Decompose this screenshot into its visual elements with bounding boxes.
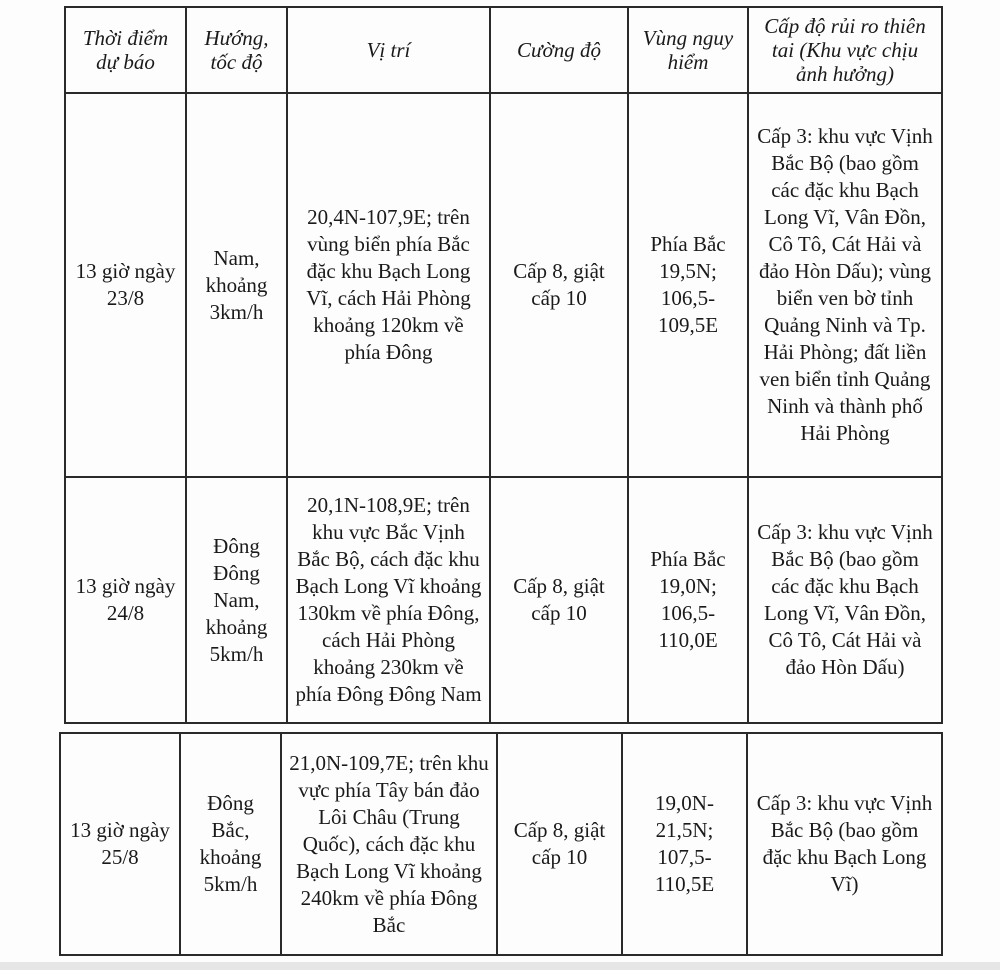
cell-risk-level: Cấp 3: khu vực Vịnh Bắc Bộ (bao gồm các đặc khu Bạch Long Vĩ, Vân Đồn, Cô Tô, Cát Hải và đảo Hòn Dấu); vùng biển ven bờ tỉnh Quảng Ninh và Tp. Hải Phòng; đất liền ven biển tỉnh Quảng Ninh và thành phố Hải Phòng — [748, 93, 942, 477]
cell-position: 21,0N-109,7E; trên khu vực phía Tây bán đảo Lôi Châu (Trung Quốc), cách đặc khu Bạch Long Vĩ khoảng 240km về phía Đông Bắc — [281, 733, 497, 955]
cell-direction: Đông Đông Nam, khoảng 5km/h — [186, 477, 287, 723]
page-bottom-edge — [0, 962, 1000, 970]
header-intensity: Cường độ — [490, 7, 628, 93]
cell-time: 13 giờ ngày 25/8 — [60, 733, 180, 955]
table-row — [65, 93, 942, 477]
cell-intensity: Cấp 8, giật cấp 10 — [497, 733, 622, 955]
cell-danger-zone: Phía Bắc 19,5N; 106,5-109,5E — [628, 93, 748, 477]
cell-risk-level: Cấp 3: khu vực Vịnh Bắc Bộ (bao gồm đặc khu Bạch Long Vĩ) — [747, 733, 942, 955]
cell-intensity: Cấp 8, giật cấp 10 — [490, 477, 628, 723]
cell-direction: Nam, khoảng 3km/h — [186, 93, 287, 477]
header-position: Vị trí — [287, 7, 490, 93]
header-danger-zone: Vùng nguy hiểm — [628, 7, 748, 93]
cell-time: 13 giờ ngày 24/8 — [65, 477, 186, 723]
header-time: Thời điểm dự báo — [65, 7, 186, 93]
header-direction: Hướng, tốc độ — [186, 7, 287, 93]
cell-risk-level: Cấp 3: khu vực Vịnh Bắc Bộ (bao gồm các đặc khu Bạch Long Vĩ, Vân Đồn, Cô Tô, Cát Hải và đảo Hòn Dấu) — [748, 477, 942, 723]
header-risk-level: Cấp độ rủi ro thiên tai (Khu vực chịu ảnh hưởng) — [748, 7, 942, 93]
table-row — [60, 733, 942, 955]
cell-intensity: Cấp 8, giật cấp 10 — [490, 93, 628, 477]
cell-position: 20,4N-107,9E; trên vùng biển phía Bắc đặc khu Bạch Long Vĩ, cách Hải Phòng khoảng 120km về phía Đông — [287, 93, 490, 477]
table-header-row — [65, 7, 942, 93]
cell-danger-zone: Phía Bắc 19,0N; 106,5-110,0E — [628, 477, 748, 723]
forecast-table-continued — [59, 732, 943, 956]
cell-danger-zone: 19,0N-21,5N; 107,5-110,5E — [622, 733, 747, 955]
cell-position: 20,1N-108,9E; trên khu vực Bắc Vịnh Bắc Bộ, cách đặc khu Bạch Long Vĩ khoảng 130km về phía Đông, cách Hải Phòng khoảng 230km về phía Đông Đông Nam — [287, 477, 490, 723]
cell-time: 13 giờ ngày 23/8 — [65, 93, 186, 477]
cell-direction: Đông Bắc, khoảng 5km/h — [180, 733, 281, 955]
table-row — [65, 477, 942, 723]
forecast-table — [64, 6, 943, 724]
